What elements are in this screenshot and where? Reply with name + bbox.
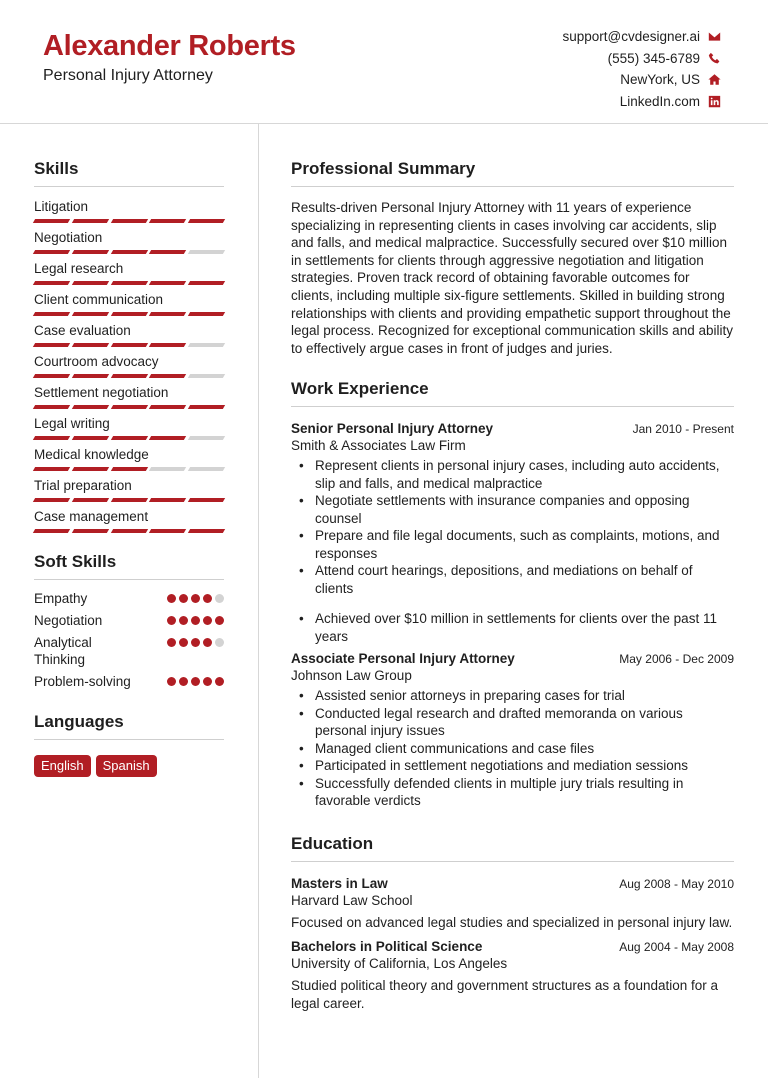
left-column bbox=[34, 124, 224, 777]
rating-segment bbox=[149, 405, 186, 409]
rating-segment bbox=[188, 405, 225, 409]
rating-dot bbox=[215, 677, 224, 686]
soft-skill-name: Analytical Thinking bbox=[34, 635, 92, 667]
skill-rating-bar bbox=[34, 405, 224, 410]
candidate-title: Personal Injury Attorney bbox=[43, 67, 213, 84]
rating-segment bbox=[72, 312, 109, 316]
job-bullet: • Represent clients in personal injury cases, including auto accidents, slip and falls, and medical malpractice bbox=[291, 457, 734, 492]
languages-list bbox=[34, 755, 224, 777]
rating-segment bbox=[110, 312, 147, 316]
candidate-name: Alexander Roberts bbox=[43, 30, 296, 62]
rating-segment bbox=[72, 250, 109, 254]
contact-email[interactable] bbox=[562, 26, 721, 48]
language-badge: Spanish bbox=[96, 755, 157, 777]
skill-item bbox=[34, 354, 224, 379]
soft-skill-name: Problem-solving bbox=[34, 674, 131, 689]
contact-location-text: NewYork, US bbox=[620, 72, 700, 88]
education-description: Focused on advanced legal studies and specialized in personal injury law. bbox=[291, 914, 733, 930]
rating-segment bbox=[33, 312, 70, 316]
job-bullets bbox=[291, 457, 734, 645]
rating-segment bbox=[72, 529, 109, 533]
skill-name: Settlement negotiation bbox=[34, 385, 169, 400]
education-description: Studied political theory and government structures as a foundation for a legal career. bbox=[291, 978, 719, 1012]
skill-name: Client communication bbox=[34, 292, 164, 307]
rating-segment bbox=[188, 219, 225, 223]
skill-item bbox=[34, 447, 224, 472]
skill-rating-bar bbox=[34, 374, 224, 379]
rating-segment bbox=[188, 312, 225, 316]
skill-name: Negotiation bbox=[34, 230, 103, 245]
skill-rating-bar bbox=[34, 219, 224, 224]
rating-dot bbox=[191, 616, 200, 625]
rating-dot bbox=[167, 616, 176, 625]
job-bullets bbox=[291, 687, 734, 810]
contact-email-text: support@cvdesigner.ai bbox=[562, 29, 700, 45]
rating-dot bbox=[167, 677, 176, 686]
rating-segment bbox=[149, 343, 186, 347]
rating-segment bbox=[149, 312, 186, 316]
job-entry bbox=[291, 421, 734, 645]
rating-dot bbox=[179, 594, 188, 603]
school-name: University of California, Los Angeles bbox=[291, 956, 508, 972]
rating-segment bbox=[149, 498, 186, 502]
skill-rating-bar bbox=[34, 467, 224, 472]
skill-rating-bar bbox=[34, 498, 224, 503]
rating-segment bbox=[33, 436, 70, 440]
rating-segment bbox=[72, 467, 109, 471]
rating-segment bbox=[110, 281, 147, 285]
summary-heading: Professional Summary bbox=[291, 159, 734, 187]
skill-item bbox=[34, 261, 224, 286]
job-title: Senior Personal Injury Attorney bbox=[291, 421, 494, 437]
rating-dot bbox=[191, 677, 200, 686]
rating-segment bbox=[110, 436, 147, 440]
contact-phone[interactable] bbox=[562, 48, 721, 70]
skills-heading: Skills bbox=[34, 159, 224, 187]
rating-segment bbox=[149, 529, 186, 533]
rating-dot bbox=[203, 677, 212, 686]
job-bullet: • Attend court hearings, depositions, and mediations on behalf of clients bbox=[291, 562, 734, 597]
soft-skill-item bbox=[34, 673, 224, 690]
job-company: Johnson Law Group bbox=[291, 668, 412, 684]
rating-segment bbox=[72, 374, 109, 378]
skill-item bbox=[34, 292, 224, 317]
education-date: Aug 2008 - May 2010 bbox=[619, 876, 734, 891]
contact-phone-text: (555) 345-6789 bbox=[607, 50, 700, 66]
job-bullet: • Achieved over $10 million in settlements for clients over the past 11 years bbox=[291, 610, 734, 645]
skill-rating-bar bbox=[34, 250, 224, 255]
skill-name: Legal writing bbox=[34, 416, 110, 431]
rating-segment bbox=[33, 219, 70, 223]
rating-segment bbox=[188, 498, 225, 502]
rating-segment bbox=[188, 529, 225, 533]
contact-linkedin[interactable] bbox=[562, 91, 721, 113]
rating-segment bbox=[188, 374, 225, 378]
skill-item bbox=[34, 323, 224, 348]
rating-segment bbox=[72, 436, 109, 440]
rating-segment bbox=[110, 219, 147, 223]
rating-segment bbox=[188, 436, 225, 440]
rating-segment bbox=[149, 219, 186, 223]
skill-rating-bar bbox=[34, 281, 224, 286]
rating-segment bbox=[149, 250, 186, 254]
job-bullet: • Managed client communications and case files bbox=[291, 740, 734, 758]
rating-segment bbox=[33, 281, 70, 285]
rating-segment bbox=[33, 529, 70, 533]
skill-rating-bar bbox=[34, 529, 224, 534]
rating-segment bbox=[110, 250, 147, 254]
job-date: Jan 2010 - Present bbox=[632, 422, 734, 437]
job-title: Associate Personal Injury Attorney bbox=[291, 651, 515, 667]
soft-skill-rating bbox=[167, 612, 224, 625]
rating-segment bbox=[72, 281, 109, 285]
skill-rating-bar bbox=[34, 343, 224, 348]
rating-segment bbox=[149, 374, 186, 378]
job-company: Smith & Associates Law Firm bbox=[291, 438, 466, 454]
job-bullet: • Assisted senior attorneys in preparing cases for trial bbox=[291, 687, 734, 705]
rating-segment bbox=[149, 436, 186, 440]
job-entry bbox=[291, 651, 734, 810]
rating-segment bbox=[188, 343, 225, 347]
skill-item bbox=[34, 478, 224, 503]
job-bullet: • Conducted legal research and drafted memoranda on various personal injury issues bbox=[291, 705, 734, 740]
linkedin-icon bbox=[708, 95, 721, 108]
education-entry bbox=[291, 939, 734, 1012]
rating-segment bbox=[110, 343, 147, 347]
skill-name: Litigation bbox=[34, 199, 89, 214]
skill-item bbox=[34, 199, 224, 224]
rating-dot bbox=[179, 638, 188, 647]
rating-segment bbox=[188, 281, 225, 285]
rating-dot bbox=[215, 616, 224, 625]
soft-skill-name: Empathy bbox=[34, 591, 88, 606]
soft-skill-name: Negotiation bbox=[34, 613, 103, 628]
skill-item bbox=[34, 416, 224, 441]
work-heading: Work Experience bbox=[291, 379, 734, 407]
resume-header bbox=[0, 0, 768, 124]
rating-dot bbox=[203, 594, 212, 603]
rating-segment bbox=[110, 405, 147, 409]
skill-name: Legal research bbox=[34, 261, 124, 276]
rating-segment bbox=[188, 467, 225, 471]
rating-dot bbox=[167, 638, 176, 647]
rating-dot bbox=[179, 616, 188, 625]
summary-text: Results-driven Personal Injury Attorney with 11 years of experience specializing in representing clients in cases involving car accidents, slip and falls, and medical malpractice. Successfully secured over $10 million in settlements for clients through aggressive negotiation and litigation strategies. Proven track record of obtaining favorable outcomes for clients, including multiple six-figure settlements. Skilled in building strong relationships with clients and providing empathetic support throughout the legal process. Recognized for exceptional communication skills and ability to effectively argue cases in front of judges and juries. bbox=[291, 200, 733, 356]
rating-dot bbox=[215, 638, 224, 647]
rating-segment bbox=[33, 374, 70, 378]
rating-segment bbox=[72, 405, 109, 409]
rating-dot bbox=[203, 616, 212, 625]
skill-rating-bar bbox=[34, 436, 224, 441]
contact-info bbox=[562, 26, 721, 112]
education-date: Aug 2004 - May 2008 bbox=[619, 940, 734, 955]
right-column bbox=[291, 124, 734, 1013]
rating-segment bbox=[33, 405, 70, 409]
job-bullet: • Participated in settlement negotiations and mediation sessions bbox=[291, 757, 734, 775]
rating-segment bbox=[110, 529, 147, 533]
skill-rating-bar bbox=[34, 312, 224, 317]
soft-skill-item bbox=[34, 590, 224, 607]
phone-icon bbox=[708, 52, 721, 65]
rating-segment bbox=[188, 250, 225, 254]
skill-item bbox=[34, 509, 224, 534]
rating-segment bbox=[110, 498, 147, 502]
rating-dot bbox=[191, 594, 200, 603]
soft-skills-list bbox=[34, 590, 224, 690]
rating-segment bbox=[110, 467, 147, 471]
home-icon bbox=[708, 73, 721, 86]
rating-segment bbox=[72, 498, 109, 502]
skill-item bbox=[34, 385, 224, 410]
soft-skill-item bbox=[34, 634, 224, 668]
rating-segment bbox=[72, 343, 109, 347]
skill-name: Medical knowledge bbox=[34, 447, 149, 462]
skill-name: Trial preparation bbox=[34, 478, 132, 493]
rating-segment bbox=[33, 498, 70, 502]
language-badge: English bbox=[34, 755, 91, 777]
soft-skill-rating bbox=[167, 673, 224, 686]
envelope-icon bbox=[708, 30, 721, 43]
degree-title: Bachelors in Political Science bbox=[291, 939, 483, 955]
soft-skills-heading: Soft Skills bbox=[34, 552, 224, 580]
skill-name: Case management bbox=[34, 509, 149, 524]
rating-dot bbox=[203, 638, 212, 647]
rating-segment bbox=[149, 467, 186, 471]
school-name: Harvard Law School bbox=[291, 892, 413, 908]
job-bullet: • Successfully defended clients in multiple jury trials resulting in favorable verdicts bbox=[291, 775, 734, 810]
soft-skill-item bbox=[34, 612, 224, 629]
rating-dot bbox=[167, 594, 176, 603]
rating-segment bbox=[33, 250, 70, 254]
languages-heading: Languages bbox=[34, 712, 224, 740]
column-divider bbox=[258, 124, 259, 1078]
job-bullet: • Negotiate settlements with insurance companies and opposing counsel bbox=[291, 492, 734, 527]
contact-linkedin-text: LinkedIn.com bbox=[619, 93, 700, 109]
rating-dot bbox=[191, 638, 200, 647]
soft-skill-rating bbox=[167, 590, 224, 603]
rating-segment bbox=[33, 343, 70, 347]
skill-name: Case evaluation bbox=[34, 323, 131, 338]
education-entry bbox=[291, 876, 734, 932]
job-bullet: • Prepare and file legal documents, such as complaints, motions, and responses bbox=[291, 527, 734, 562]
soft-skill-rating bbox=[167, 634, 224, 647]
rating-segment bbox=[33, 467, 70, 471]
rating-dot bbox=[179, 677, 188, 686]
contact-location bbox=[562, 69, 721, 91]
skills-list bbox=[34, 199, 224, 534]
rating-segment bbox=[149, 281, 186, 285]
job-date: May 2006 - Dec 2009 bbox=[619, 652, 734, 667]
rating-dot bbox=[215, 594, 224, 603]
skill-name: Courtroom advocacy bbox=[34, 354, 159, 369]
education-heading: Education bbox=[291, 834, 734, 862]
skill-item bbox=[34, 230, 224, 255]
degree-title: Masters in Law bbox=[291, 875, 388, 891]
rating-segment bbox=[110, 374, 147, 378]
rating-segment bbox=[72, 219, 109, 223]
